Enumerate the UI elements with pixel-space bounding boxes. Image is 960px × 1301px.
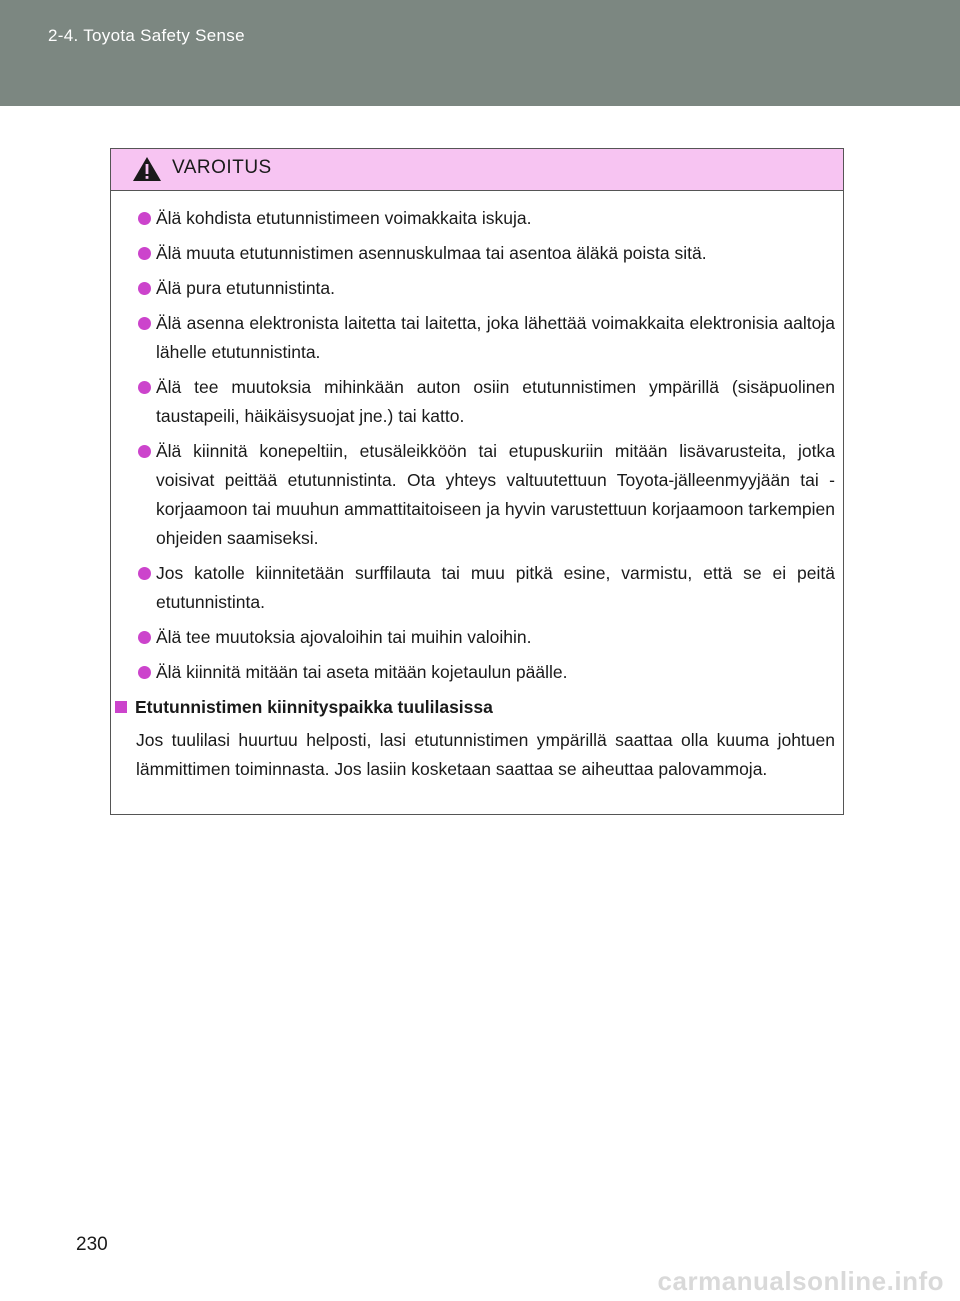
warning-bullet-list xyxy=(111,204,843,784)
bullet-text: Älä tee muutoksia mihinkään auton osiin etutunnistimen ympärillä (sisäpuolinen taustapeili, häikäisysuojat jne.) tai katto. xyxy=(156,377,835,426)
list-item xyxy=(111,623,843,652)
square-bullet-icon xyxy=(115,701,127,713)
bullet-icon xyxy=(138,317,151,330)
warning-triangle-icon xyxy=(132,156,162,182)
list-item xyxy=(111,437,843,553)
list-item xyxy=(111,204,843,233)
bullet-icon xyxy=(138,381,151,394)
bullet-icon xyxy=(138,445,151,458)
list-item xyxy=(111,309,843,367)
bullet-text: Älä pura etutunnistinta. xyxy=(156,278,336,298)
warning-label: VAROITUS xyxy=(172,157,272,178)
subheading xyxy=(111,693,843,722)
bullet-text: Älä kohdista etutunnistimeen voimakkaita iskuja. xyxy=(156,208,532,228)
bullet-icon xyxy=(138,631,151,644)
bullet-text: Älä tee muutoksia ajovaloihin tai muihin valoihin. xyxy=(156,627,532,647)
section-title: 2-4. Toyota Safety Sense xyxy=(48,26,245,45)
bullet-text: Älä kiinnitä mitään tai aseta mitään kojetaulun päälle. xyxy=(156,662,568,682)
section-header-bar xyxy=(0,0,960,106)
warning-box xyxy=(110,148,844,815)
list-item xyxy=(111,658,843,687)
bullet-icon xyxy=(138,567,151,580)
bullet-icon xyxy=(138,666,151,679)
page-number: 230 xyxy=(76,1234,108,1255)
list-item xyxy=(111,373,843,431)
list-item xyxy=(111,239,843,268)
bullet-text: Jos katolle kiinnitetään surffilauta tai muu pitkä esine, varmistu, että se ei peitä etutunnistinta. xyxy=(156,563,835,612)
subheading-text: Etutunnistimen kiinnityspaikka tuulilasissa xyxy=(135,697,493,717)
bullet-icon xyxy=(138,212,151,225)
list-item xyxy=(111,274,843,303)
watermark: carmanualsonline.info xyxy=(657,1266,944,1296)
bullet-text: Älä muuta etutunnistimen asennuskulmaa tai asentoa äläkä poista sitä. xyxy=(156,243,707,263)
bullet-text: Älä asenna elektronista laitetta tai laitetta, joka lähettää voimakkaita elektronisia aaltoja lähelle etutunnistinta. xyxy=(156,313,835,362)
body-paragraph: Jos tuulilasi huurtuu helposti, lasi etutunnistimen ympärillä saattaa olla kuuma johtuen lämmittimen toiminnasta. Jos lasiin kosketaan saattaa se aiheuttaa palovammoja. xyxy=(136,730,835,779)
bullet-text: Älä kiinnitä konepeltiin, etusäleikköön tai etupuskuriin mitään lisävarusteita, jotka voisivat peittää etutunnistinta. Ota yhteys valtuutettuun Toyota-jälleenmyyjään tai -korjaamoon tai muuhun ammattitaitoiseen ja hyvin varustettuun korjaamoon tarkempien ohjeiden saamiseksi. xyxy=(156,441,835,548)
list-item xyxy=(111,559,843,617)
bullet-icon xyxy=(138,247,151,260)
warning-header xyxy=(111,149,843,191)
bullet-icon xyxy=(138,282,151,295)
